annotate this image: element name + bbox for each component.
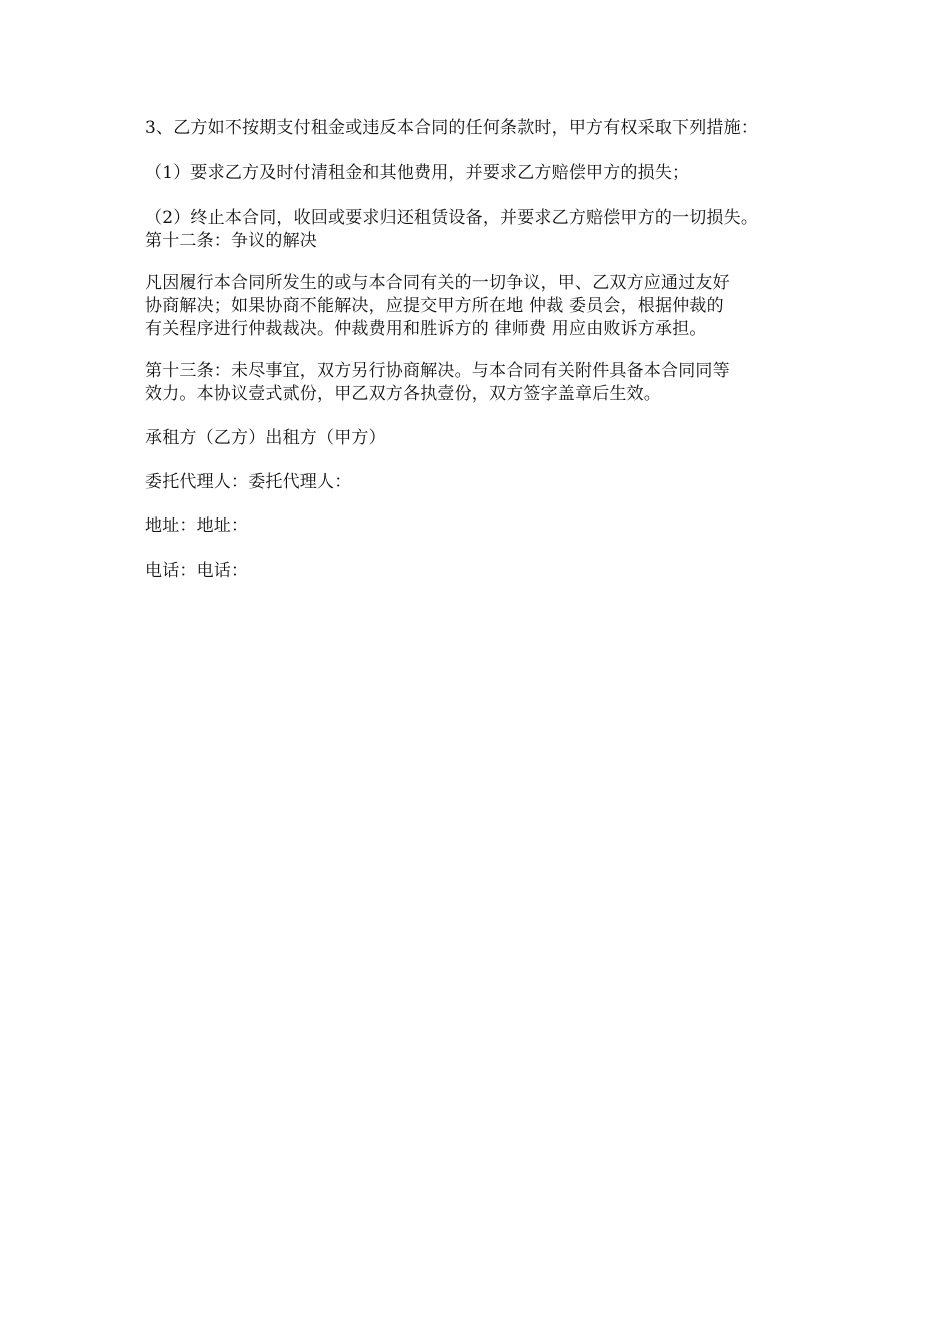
article-12-heading: 第十二条：争议的解决 — [145, 231, 317, 251]
article-13-line-2: 效力。本协议壹式贰份，甲乙双方各执壹份，双方签字盖章后生效。 — [145, 384, 661, 404]
address-line: 地址：地址： — [145, 516, 249, 536]
article-13-line-1: 第十三条：未尽事宜，双方另行协商解决。与本合同有关附件具备本合同同等 — [145, 361, 730, 381]
measure-1-text: （1）要求乙方及时付清租金和其他费用，并要求乙方赔偿甲方的损失； — [145, 163, 690, 183]
clause-3-text: 3、乙方如不按期支付租金或违反本合同的任何条款时，甲方有权采取下列措施： — [145, 118, 759, 138]
parties-line: 承租方（乙方）出租方（甲方） — [145, 428, 386, 448]
dispute-text-line-3: 有关程序进行仲裁裁决。仲裁费用和胜诉方的 律师费 用应由败诉方承担。 — [145, 319, 707, 339]
dispute-text-line-2: 协商解决；如果协商不能解决，应提交甲方所在地 仲裁 委员会，根据仲裁的 — [145, 296, 724, 316]
phone-line: 电话：电话： — [145, 561, 249, 581]
measure-2-text: （2）终止本合同，收回或要求归还租赁设备，并要求乙方赔偿甲方的一切损失。 — [145, 208, 759, 228]
dispute-text-line-1: 凡因履行本合同所发生的或与本合同有关的一切争议，甲、乙双方应通过友好 — [145, 273, 730, 293]
agent-line: 委托代理人：委托代理人： — [145, 472, 352, 492]
